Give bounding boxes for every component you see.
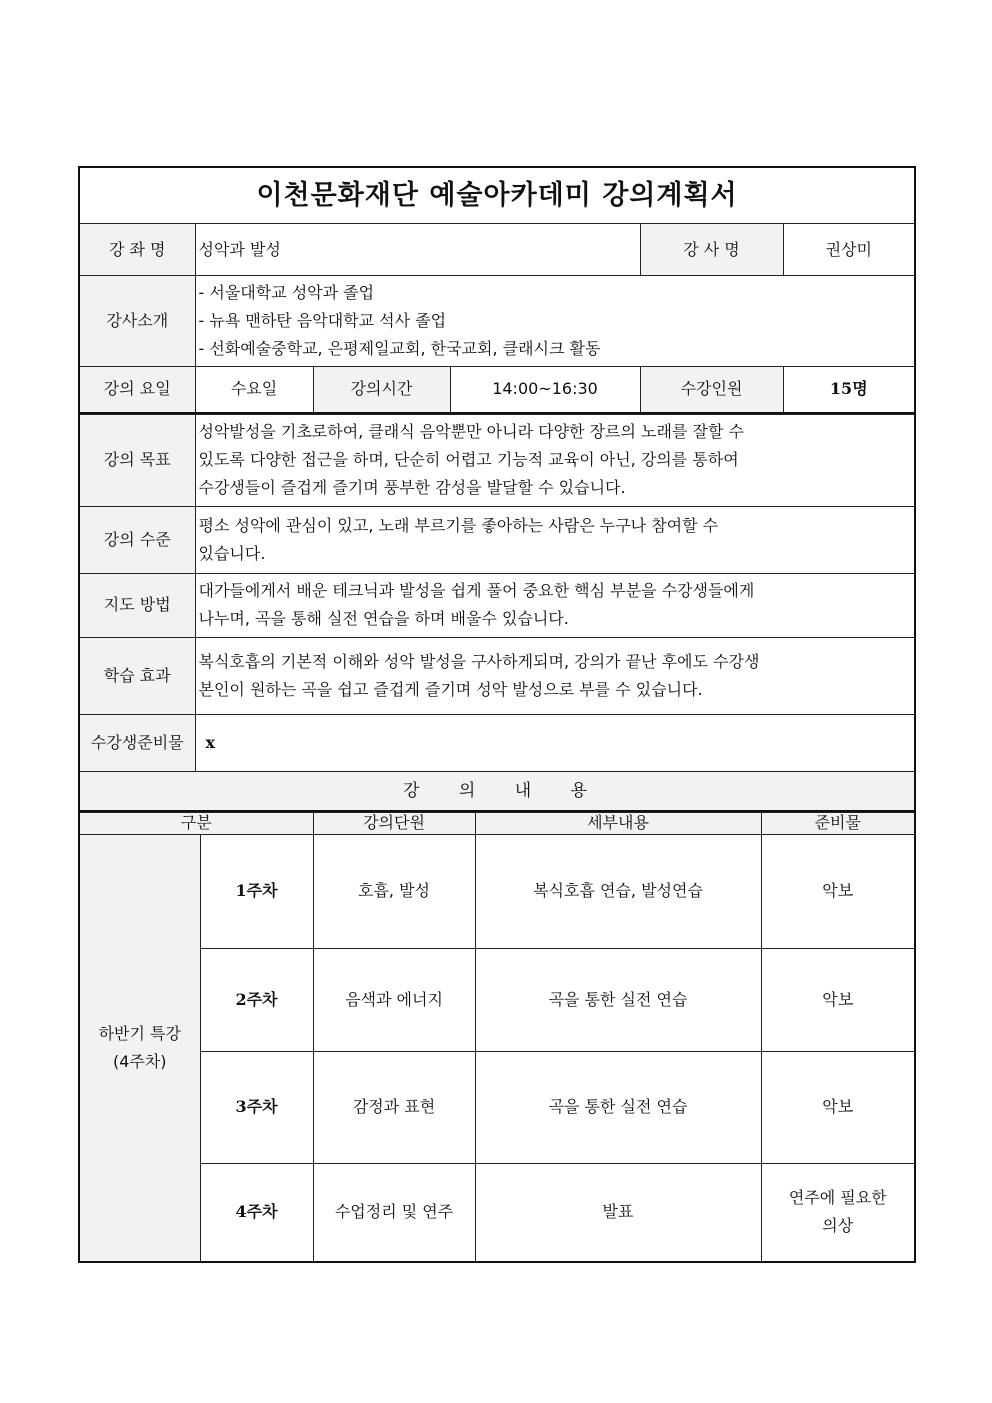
week-label: 4주차 bbox=[200, 1163, 313, 1262]
lecture-detail-table bbox=[78, 414, 916, 812]
weekly-schedule-table bbox=[78, 812, 916, 1264]
table-row bbox=[79, 834, 915, 948]
document-title: 이천문화재단 예술아카데미 강의계획서 bbox=[79, 167, 915, 224]
method-line: 나누며, 곡을 통해 실전 연습을 하며 배울수 있습니다. bbox=[198, 609, 569, 628]
capacity-value: 15명 bbox=[783, 367, 915, 413]
header-detail: 세부내용 bbox=[475, 812, 761, 834]
intro-text bbox=[195, 276, 915, 367]
course-name: 성악과 발성 bbox=[195, 224, 640, 276]
header-unit: 강의단원 bbox=[313, 812, 475, 834]
instructor-name: 권상미 bbox=[783, 224, 915, 276]
materials-value: x bbox=[195, 714, 915, 771]
method-label: 지도 방법 bbox=[79, 573, 195, 637]
table-row bbox=[79, 1051, 915, 1163]
level-line: 평소 성악에 관심이 있고, 노래 부르기를 좋아하는 사람은 누구나 참여할 수 bbox=[198, 515, 719, 535]
effect-label: 학습 효과 bbox=[79, 637, 195, 714]
effect-text bbox=[195, 637, 915, 714]
materials-label: 수강생준비물 bbox=[79, 714, 195, 771]
time-label: 강의시간 bbox=[313, 367, 450, 413]
method-text bbox=[195, 573, 915, 637]
week-label: 3주차 bbox=[200, 1051, 313, 1163]
week-detail: 곡을 통한 실전 연습 bbox=[475, 1051, 761, 1163]
intro-line: - 뉴욕 맨하탄 음악대학교 석사 졸업 bbox=[198, 311, 447, 330]
week-prep: 악보 bbox=[761, 834, 915, 948]
capacity-label: 수강인원 bbox=[640, 367, 783, 413]
week-prep bbox=[761, 1163, 915, 1262]
goal-label: 강의 목표 bbox=[79, 414, 195, 506]
content-heading: 강 의 내 용 bbox=[79, 771, 915, 811]
week-detail: 발표 bbox=[475, 1163, 761, 1262]
method-line: 대가들에게서 배운 테크닉과 발성을 쉽게 풀어 중요한 핵심 부분을 수강생들에게 bbox=[198, 581, 755, 600]
week-prep: 악보 bbox=[761, 948, 915, 1051]
level-label: 강의 수준 bbox=[79, 506, 195, 573]
level-line: 있습니다. bbox=[198, 543, 266, 563]
instructor-label: 강 사 명 bbox=[640, 224, 783, 276]
effect-line: 본인이 원하는 곡을 쉽고 즐겁게 즐기며 성악 발성으로 부를 수 있습니다. bbox=[198, 679, 703, 699]
header-prep: 준비물 bbox=[761, 812, 915, 834]
intro-label: 강사소개 bbox=[79, 276, 195, 367]
week-detail: 곡을 통한 실전 연습 bbox=[475, 948, 761, 1051]
week-unit: 수업정리 및 연주 bbox=[313, 1163, 475, 1262]
goal-line: 성악발성을 기초로하여, 클래식 음악뿐만 아니라 다양한 장르의 노래를 잘할 수 bbox=[198, 422, 744, 441]
level-text bbox=[195, 506, 915, 573]
term-cell bbox=[79, 834, 200, 1262]
week-prep: 악보 bbox=[761, 1051, 915, 1163]
goal-text bbox=[195, 414, 915, 506]
prep-line: 연주에 필요한 bbox=[788, 1188, 887, 1208]
week-unit: 감정과 표현 bbox=[313, 1051, 475, 1163]
goal-line: 수강생들이 즐겁게 즐기며 풍부한 감성을 발달할 수 있습니다. bbox=[198, 478, 626, 497]
effect-line: 복식호흡의 기본적 이해와 성악 발성을 구사하게되며, 강의가 끝난 후에도 수강생 bbox=[198, 651, 760, 671]
lecture-day: 수요일 bbox=[195, 367, 313, 413]
course-name-label: 강 좌 명 bbox=[79, 224, 195, 276]
term-line: 하반기 특강 bbox=[98, 1023, 181, 1043]
week-unit: 호흡, 발성 bbox=[313, 834, 475, 948]
term-line: (4주차) bbox=[112, 1051, 167, 1071]
week-unit: 음색과 에너지 bbox=[313, 948, 475, 1051]
intro-line: - 선화예술중학교, 은평제일교회, 한국교회, 클래시크 활동 bbox=[198, 339, 601, 358]
day-label: 강의 요일 bbox=[79, 367, 195, 413]
lecture-plan-table bbox=[78, 166, 916, 414]
header-category: 구분 bbox=[79, 812, 313, 834]
week-label: 1주차 bbox=[200, 834, 313, 948]
lecture-plan-document bbox=[78, 166, 914, 1263]
week-label: 2주차 bbox=[200, 948, 313, 1051]
goal-line: 있도록 다양한 접근을 하며, 단순히 어렵고 기능적 교육이 아닌, 강의를 통하여 bbox=[198, 450, 739, 469]
intro-line: - 서울대학교 성악과 졸업 bbox=[198, 283, 375, 302]
table-row bbox=[79, 1163, 915, 1262]
prep-line: 의상 bbox=[822, 1216, 854, 1236]
lecture-time: 14:00~16:30 bbox=[450, 367, 640, 413]
week-detail: 복식호흡 연습, 발성연습 bbox=[475, 834, 761, 948]
table-row bbox=[79, 948, 915, 1051]
